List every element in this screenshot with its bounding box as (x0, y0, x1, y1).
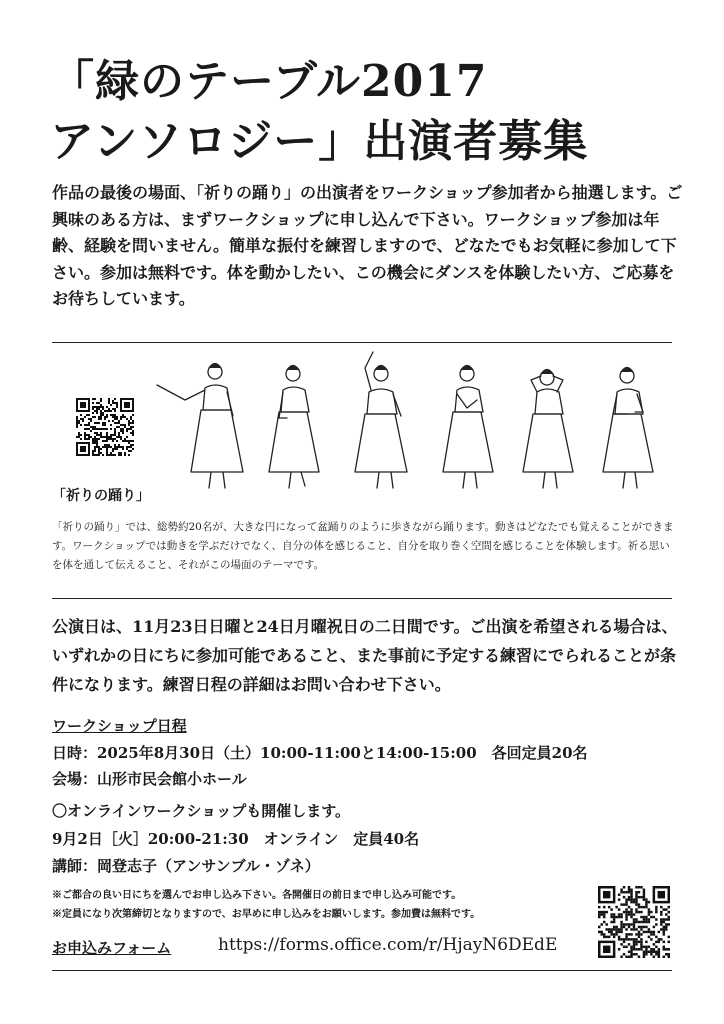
dancer-figure-3 (355, 352, 407, 488)
dancer-figure-1 (157, 364, 243, 489)
dance-caption: 「祈りの踊り」 (52, 488, 150, 504)
dancer-figure-4 (443, 366, 493, 489)
note-2: ※定員になり次第締切となりますので、お早めに申し込みをお願いします。参加費は無料です。 (52, 909, 481, 920)
online-datetime: 9月2日［火］20:00-21:30 オンライン 定員40名 (52, 830, 420, 848)
title-line-1: 「緑のテーブル2017 (50, 56, 488, 107)
dancer-figure-2 (269, 366, 319, 489)
online-notice: 〇オンラインワークショップも開催します。 (52, 802, 351, 820)
dancer-figures-illustration (155, 350, 675, 510)
title-line-2: アンソロジー」出演者募集 (50, 116, 589, 167)
dancer-figure-6 (603, 368, 653, 489)
dance-description: 「祈りの踊り」では、総勢約20名が、大きな円になって盆踊りのように歩きながら踊ります。動きはどなたでも覚えることができます。ワークショップでは動きを学ぶだけでなく、自分の体を感じること、自分を取り巻く空間を感じることを体験します。祈る思いを体を通して伝えること、それがこの場面のテーマです。 (52, 521, 674, 571)
form-url-link[interactable]: https://forms.office.com/r/HjayN6DEdE (218, 935, 558, 955)
qr-code-icon[interactable] (598, 886, 670, 958)
workshop-venue: 会場：山形市民会館小ホール (52, 770, 247, 788)
divider (52, 598, 672, 599)
note-1: ※ご都合の良い日にちを選んでお申し込み下さい。各開催日の前日まで申し込み可能です。 (52, 890, 462, 901)
divider (52, 342, 672, 343)
dancer-figure-5 (523, 370, 573, 489)
form-label: お申込みフォーム (52, 939, 172, 957)
intro-paragraph: 作品の最後の場面、「祈りの踊り」の出演者をワークショップ参加者から抽選します。ご興味のある方は、まずワークショップに申し込んで下さい。ワークショップ参加は年齢、経験を問いません。簡単な振付を練習しますので、どなたでもお気軽に参加して下さい。参加は無料です。体を動かしたい、この機会にダンスを体験したい方、ご応募をお待ちしています。 (52, 183, 683, 308)
workshop-heading: ワークショップ日程 (52, 717, 187, 735)
qr-code-icon[interactable] (76, 398, 134, 456)
divider (52, 970, 672, 971)
flyer-title (50, 52, 690, 172)
performance-paragraph: 公演日は、11月23日日曜と24日月曜祝日の二日間です。ご出演を希望される場合は、いずれかの日にちに参加可能であること、また事前に予定する練習にでられることが条件になります。練習日程の詳細はお問い合わせ下さい。 (52, 617, 678, 694)
workshop-datetime: 日時：2025年8月30日（土）10:00-11:00と14:00-15:00 各回定員20名 (52, 744, 588, 762)
instructor: 講師：岡登志子（アンサンブル・ゾネ） (52, 857, 320, 875)
